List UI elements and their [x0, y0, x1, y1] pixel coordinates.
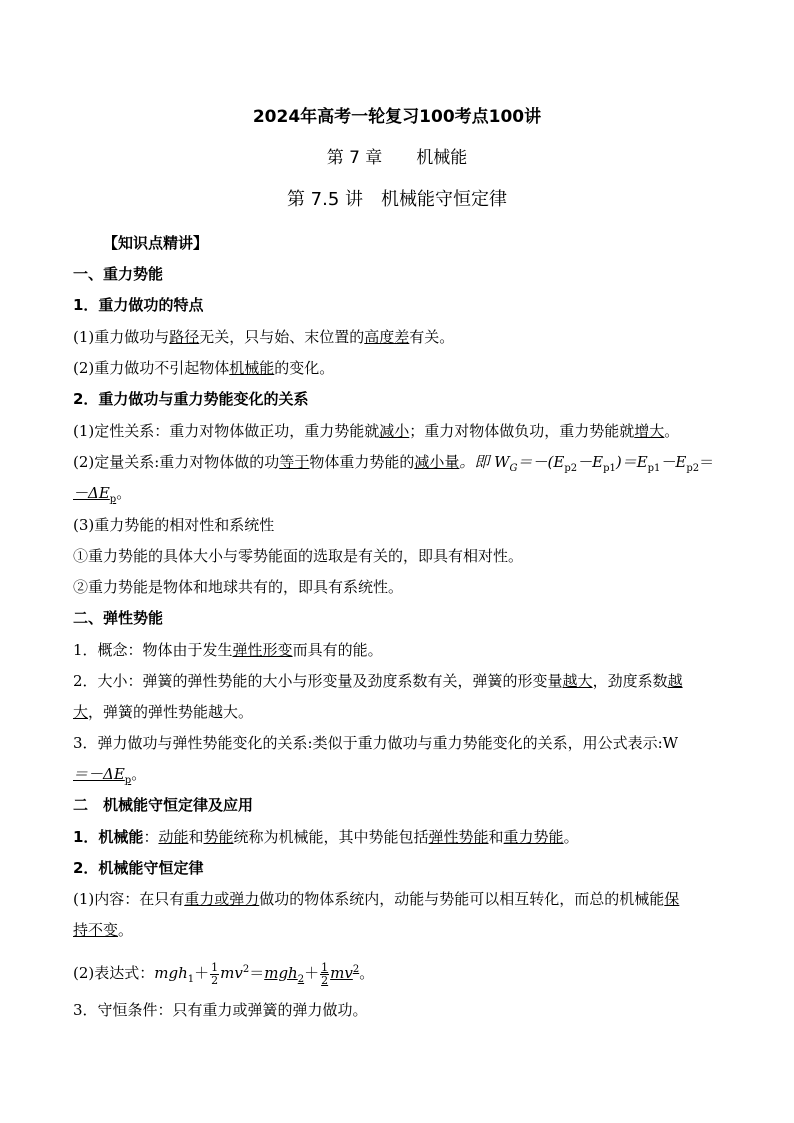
- s3-point2-b-formula: (2)表达式：mgh$_1$＋ $\frac{1}{2}$ $mv^2=mgh_2+$ $\frac{1}{2}$ $mv^2$。: [73, 960, 375, 987]
- s1-point1-a: (1)重力做功与路径无关，只与始、末位置的高度差有关。: [73, 328, 455, 346]
- s1-point1-heading: 1．重力做功的特点: [73, 296, 204, 314]
- chapter-title: 第 7 章 机械能: [326, 148, 468, 168]
- s1-point2-b: (2)定量关系:重力对物体做的功等于物体重力势能的减小量。即 $W_G=-(E_{p2}-E_{p1})=E_{p1}-E_{p2}=$: [73, 453, 715, 474]
- section-3-heading: 二 机械能守恒定律及应用: [73, 796, 254, 814]
- s2-point2-cont: 大，弹簧的弹性势能越大。: [73, 703, 254, 721]
- s1-point3-b: ②重力势能是物体和地球共有的，即具有系统性。: [73, 578, 404, 596]
- s3-point2-heading: 2．机械能守恒定律: [73, 859, 204, 877]
- s2-point1: 1．概念：物体由于发生弹性形变而具有的能。: [73, 641, 383, 659]
- s1-point3-heading: (3)重力势能的相对性和系统性: [73, 516, 275, 534]
- s1-point3-a: ①重力势能的具体大小与零势能面的选取是有关的，即具有相对性。: [73, 547, 524, 565]
- s2-point3-cont: $=-\Delta E_p$。: [73, 765, 147, 786]
- s3-point2-a-cont: 持不变。: [73, 921, 134, 939]
- section-2-heading: 二、弹性势能: [73, 609, 164, 627]
- fraction-one-half: $\frac{1}{2}$: [211, 960, 219, 987]
- s2-point2: 2．大小：弹簧的弹性势能的大小与形变量及劲度系数有关，弹簧的形变量越大，劲度系数越: [73, 672, 683, 690]
- s3-point1: 1．机械能：动能和势能统称为机械能，其中势能包括弹性势能和重力势能。: [73, 828, 579, 846]
- lecture-title: 第 7.5 讲 机械能守恒定律: [286, 189, 508, 210]
- s3-point3: 3．守恒条件：只有重力或弹簧的弹力做功。: [73, 1001, 368, 1019]
- s1-point2-a: (1)定性关系：重力对物体做正功，重力势能就减小；重力对物体做负功，重力势能就增大。: [73, 422, 680, 440]
- s1-point1-b: (2)重力做功不引起物体机械能的变化。: [73, 359, 335, 377]
- s2-point3: 3．弹力做功与弹性势能变化的关系:类似于重力做功与重力势能变化的关系，用公式表示:W: [73, 734, 679, 752]
- fraction-one-half-2: $\frac{1}{2}$: [321, 960, 329, 987]
- document-title: 2024年高考一轮复习100考点100讲: [252, 107, 542, 127]
- s3-point2-a: (1)内容：在只有重力或弹力做功的物体系统内，动能与势能可以相互转化，而总的机械能保: [73, 890, 680, 908]
- s1-point2-heading: 2．重力做功与重力势能变化的关系: [73, 390, 309, 408]
- section-1-heading: 一、重力势能: [73, 265, 164, 283]
- knowledge-heading: 【知识点精讲】: [103, 234, 209, 252]
- s1-point2-b-cont: $-\Delta E_p$。: [73, 484, 132, 505]
